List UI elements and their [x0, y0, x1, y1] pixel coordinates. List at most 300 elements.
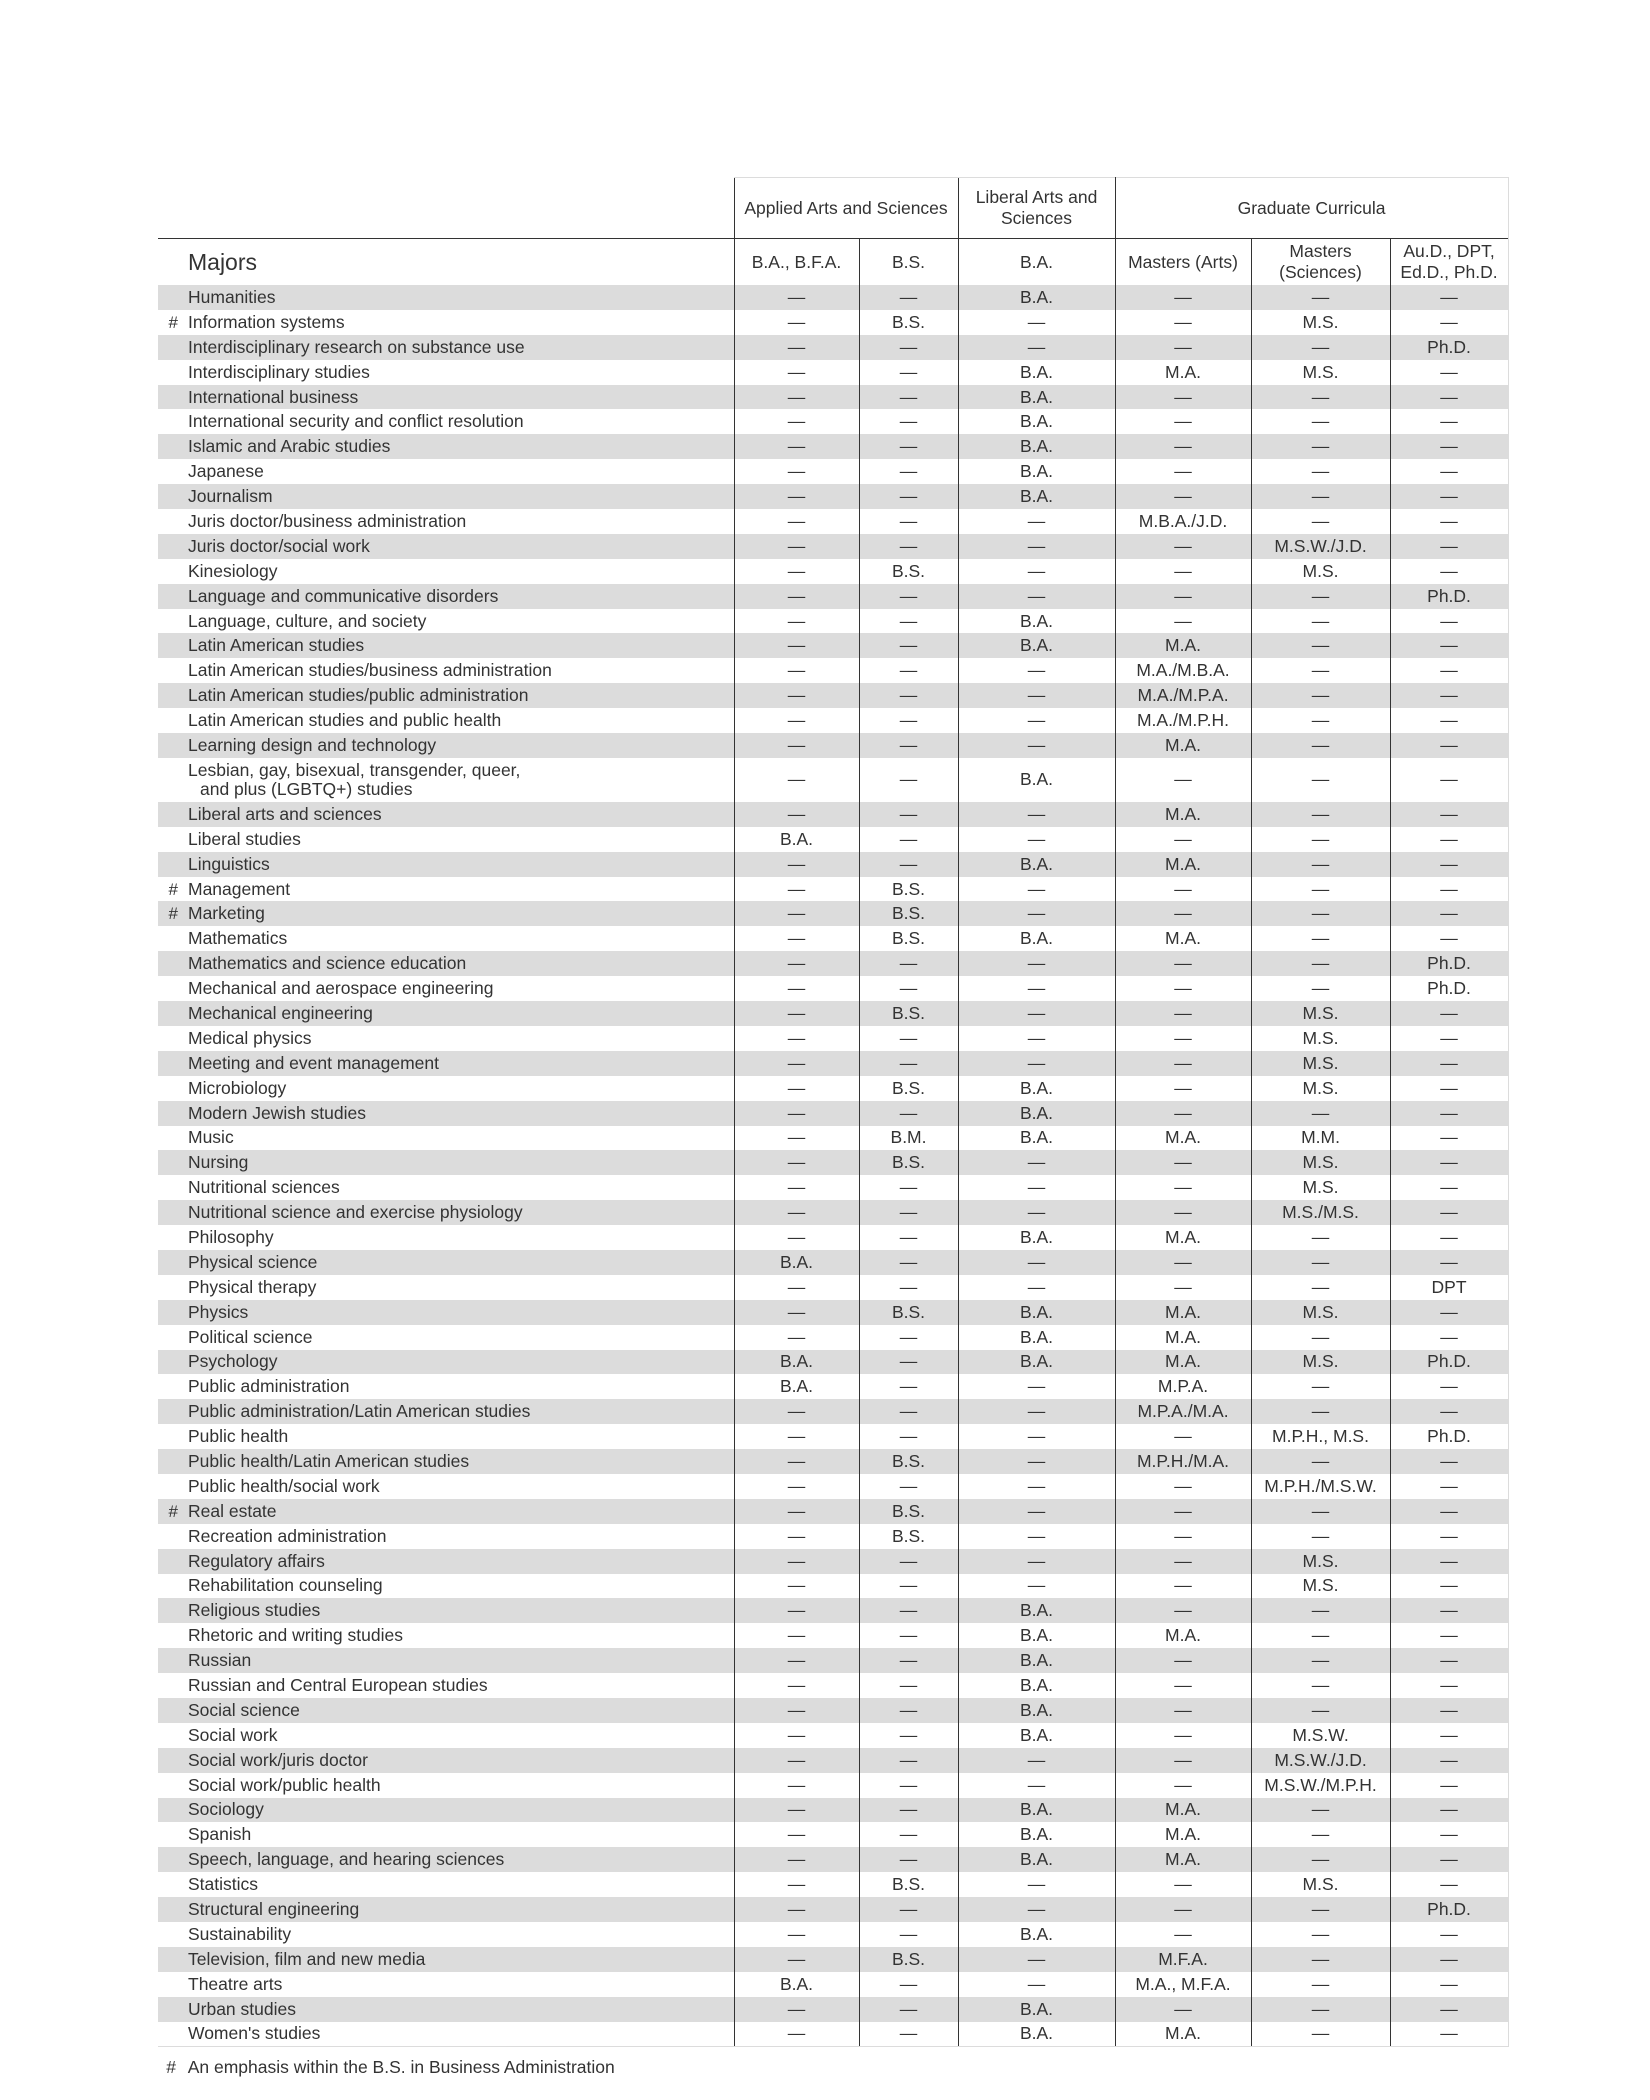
- cell-liberal-ba: —: [958, 534, 1115, 559]
- cell-bs: —: [859, 852, 958, 877]
- emphasis-mark: [158, 1822, 188, 1847]
- cell-bs: —: [859, 1374, 958, 1399]
- cell-masters-arts: —: [1115, 1524, 1251, 1549]
- emphasis-mark: [158, 1001, 188, 1026]
- emphasis-mark: [158, 951, 188, 976]
- emphasis-mark: [158, 484, 188, 509]
- cell-masters-arts: —: [1115, 1026, 1251, 1051]
- cell-ba-bfa: B.A.: [734, 827, 859, 852]
- cell-masters-arts: M.P.H./M.A.: [1115, 1449, 1251, 1474]
- cell-masters-arts: M.A.: [1115, 2022, 1251, 2047]
- cell-bs: —: [859, 360, 958, 385]
- cell-ba-bfa: —: [734, 409, 859, 434]
- cell-masters-arts: M.A.: [1115, 1126, 1251, 1151]
- cell-doctorate: —: [1390, 1076, 1508, 1101]
- table-row: [158, 1150, 1508, 1175]
- cell-doctorate: —: [1390, 1449, 1508, 1474]
- table-row: [158, 2022, 1508, 2047]
- emphasis-mark: [158, 1947, 188, 1972]
- cell-ba-bfa: —: [734, 802, 859, 827]
- emphasis-mark: [158, 434, 188, 459]
- table-row: [158, 1947, 1508, 1972]
- cell-masters-sciences: M.S.W.: [1251, 1723, 1390, 1748]
- cell-ba-bfa: —: [734, 1723, 859, 1748]
- table-row: [158, 827, 1508, 852]
- table-row: [158, 1250, 1508, 1275]
- major-name: Social work/public health: [188, 1774, 381, 1795]
- major-name: Linguistics: [188, 853, 270, 874]
- cell-masters-arts: —: [1115, 1897, 1251, 1922]
- cell-doctorate: —: [1390, 1773, 1508, 1798]
- table-row: [158, 1026, 1508, 1051]
- cell-liberal-ba: —: [958, 1374, 1115, 1399]
- cell-masters-sciences: —: [1251, 609, 1390, 634]
- table-row: [158, 1101, 1508, 1126]
- cell-doctorate: —: [1390, 1798, 1508, 1823]
- cell-bs: —: [859, 1922, 958, 1947]
- table-row: [158, 1499, 1508, 1524]
- cell-liberal-ba: —: [958, 1026, 1115, 1051]
- table-row: [158, 708, 1508, 733]
- cell-liberal-ba: —: [958, 802, 1115, 827]
- emphasis-mark: [158, 1549, 188, 1574]
- cell-liberal-ba: —: [958, 733, 1115, 758]
- cell-masters-sciences: M.S.W./M.P.H.: [1251, 1773, 1390, 1798]
- cell-liberal-ba: —: [958, 877, 1115, 902]
- cell-bs: —: [859, 1698, 958, 1723]
- cell-doctorate: —: [1390, 1150, 1508, 1175]
- table-row: [158, 1723, 1508, 1748]
- cell-bs: —: [859, 1549, 958, 1574]
- cell-doctorate: —: [1390, 509, 1508, 534]
- major-name: Marketing: [188, 903, 265, 924]
- emphasis-mark: [158, 1325, 188, 1350]
- table-row: [158, 1972, 1508, 1997]
- cell-doctorate: —: [1390, 708, 1508, 733]
- cell-ba-bfa: —: [734, 385, 859, 410]
- table-row: [158, 951, 1508, 976]
- cell-bs: —: [859, 1275, 958, 1300]
- cell-doctorate: DPT: [1390, 1275, 1508, 1300]
- cell-doctorate: —: [1390, 1051, 1508, 1076]
- emphasis-mark: [158, 1225, 188, 1250]
- cell-masters-arts: —: [1115, 1275, 1251, 1300]
- cell-doctorate: —: [1390, 1524, 1508, 1549]
- cell-masters-arts: —: [1115, 1997, 1251, 2022]
- cell-masters-sciences: —: [1251, 335, 1390, 360]
- cell-doctorate: —: [1390, 1972, 1508, 1997]
- cell-doctorate: —: [1390, 633, 1508, 658]
- major-name: Modern Jewish studies: [188, 1102, 366, 1123]
- cell-liberal-ba: B.A.: [958, 1076, 1115, 1101]
- table-row: [158, 1350, 1508, 1375]
- cell-doctorate: —: [1390, 1026, 1508, 1051]
- cell-ba-bfa: —: [734, 335, 859, 360]
- major-name: Public health/social work: [188, 1475, 380, 1496]
- major-name: Kinesiology: [188, 560, 278, 581]
- cell-bs: B.S.: [859, 901, 958, 926]
- cell-masters-arts: —: [1115, 1673, 1251, 1698]
- major-name: Language and communicative disorders: [188, 585, 499, 606]
- table-row: [158, 484, 1508, 509]
- cell-masters-arts: M.A.: [1115, 633, 1251, 658]
- cell-masters-sciences: —: [1251, 1897, 1390, 1922]
- table-row: [158, 1897, 1508, 1922]
- cell-bs: B.S.: [859, 1524, 958, 1549]
- table-row: [158, 852, 1508, 877]
- cell-ba-bfa: —: [734, 1275, 859, 1300]
- major-name: Language, culture, and society: [188, 610, 427, 631]
- major-name: Philosophy: [188, 1227, 274, 1247]
- cell-bs: B.M.: [859, 1126, 958, 1151]
- cell-masters-sciences: M.S.: [1251, 1300, 1390, 1325]
- cell-doctorate: —: [1390, 1698, 1508, 1723]
- major-name: Liberal studies: [188, 828, 301, 849]
- cell-bs: —: [859, 1623, 958, 1648]
- cell-bs: —: [859, 1225, 958, 1250]
- cell-masters-sciences: —: [1251, 1947, 1390, 1972]
- cell-masters-arts: —: [1115, 877, 1251, 902]
- cell-ba-bfa: —: [734, 1200, 859, 1225]
- cell-bs: —: [859, 1972, 958, 1997]
- table-row: [158, 1922, 1508, 1947]
- emphasis-mark: [158, 1997, 188, 2022]
- cell-masters-sciences: M.S.: [1251, 1051, 1390, 1076]
- cell-bs: —: [859, 1648, 958, 1673]
- table-row: [158, 1175, 1508, 1200]
- emphasis-mark: [158, 409, 188, 434]
- cell-masters-sciences: M.S.: [1251, 310, 1390, 335]
- cell-doctorate: —: [1390, 683, 1508, 708]
- cell-liberal-ba: B.A.: [958, 484, 1115, 509]
- major-name: Juris doctor/business administration: [188, 510, 467, 531]
- cell-masters-sciences: —: [1251, 1997, 1390, 2022]
- emphasis-mark: [158, 1399, 188, 1424]
- emphasis-mark: [158, 584, 188, 609]
- cell-liberal-ba: B.A.: [958, 1847, 1115, 1872]
- cell-liberal-ba: B.A.: [958, 360, 1115, 385]
- major-name: Regulatory affairs: [188, 1550, 325, 1571]
- major-name: Political science: [188, 1326, 313, 1347]
- cell-bs: —: [859, 1051, 958, 1076]
- cell-masters-arts: —: [1115, 951, 1251, 976]
- cell-masters-arts: —: [1115, 1200, 1251, 1225]
- cell-doctorate: —: [1390, 1374, 1508, 1399]
- cell-ba-bfa: —: [734, 1150, 859, 1175]
- table-row: [158, 1275, 1508, 1300]
- cell-liberal-ba: B.A.: [958, 1623, 1115, 1648]
- cell-ba-bfa: —: [734, 1748, 859, 1773]
- cell-doctorate: —: [1390, 1574, 1508, 1599]
- cell-doctorate: —: [1390, 310, 1508, 335]
- cell-ba-bfa: —: [734, 1076, 859, 1101]
- cell-masters-arts: —: [1115, 609, 1251, 634]
- cell-masters-arts: M.A.: [1115, 1847, 1251, 1872]
- cell-ba-bfa: —: [734, 1872, 859, 1897]
- cell-masters-arts: —: [1115, 1175, 1251, 1200]
- mark-column-header: [158, 239, 188, 286]
- cell-masters-sciences: M.S.: [1251, 360, 1390, 385]
- major-name: Mechanical engineering: [188, 1002, 373, 1023]
- emphasis-mark: [158, 802, 188, 827]
- emphasis-mark: [158, 1350, 188, 1375]
- group-graduate-curricula: Graduate Curricula: [1115, 178, 1508, 239]
- cell-ba-bfa: —: [734, 758, 859, 802]
- cell-masters-sciences: —: [1251, 285, 1390, 310]
- cell-masters-sciences: —: [1251, 1623, 1390, 1648]
- cell-masters-arts: —: [1115, 1648, 1251, 1673]
- cell-liberal-ba: —: [958, 1051, 1115, 1076]
- cell-liberal-ba: B.A.: [958, 758, 1115, 802]
- major-name: Meeting and event management: [188, 1052, 439, 1073]
- emphasis-mark: [158, 1474, 188, 1499]
- cell-masters-sciences: M.S.: [1251, 1150, 1390, 1175]
- table-row: [158, 877, 1508, 902]
- cell-masters-sciences: —: [1251, 708, 1390, 733]
- emphasis-mark: [158, 1574, 188, 1599]
- cell-masters-arts: —: [1115, 1574, 1251, 1599]
- emphasis-mark: [158, 509, 188, 534]
- cell-masters-sciences: —: [1251, 434, 1390, 459]
- cell-masters-arts: —: [1115, 1723, 1251, 1748]
- cell-bs: —: [859, 409, 958, 434]
- cell-masters-arts: —: [1115, 1598, 1251, 1623]
- cell-liberal-ba: —: [958, 335, 1115, 360]
- cell-liberal-ba: B.A.: [958, 1350, 1115, 1375]
- cell-doctorate: —: [1390, 802, 1508, 827]
- cell-bs: —: [859, 509, 958, 534]
- emphasis-mark: [158, 1798, 188, 1823]
- cell-masters-sciences: —: [1251, 658, 1390, 683]
- emphasis-mark: [158, 1126, 188, 1151]
- emphasis-mark: [158, 1275, 188, 1300]
- cell-doctorate: —: [1390, 1598, 1508, 1623]
- major-name: Sustainability: [188, 1923, 292, 1944]
- col-header-ba-bfa: B.A., B.F.A.: [734, 239, 859, 286]
- cell-ba-bfa: —: [734, 1026, 859, 1051]
- cell-ba-bfa: —: [734, 1524, 859, 1549]
- footnote-mark: #: [166, 2057, 176, 2077]
- cell-ba-bfa: —: [734, 609, 859, 634]
- emphasis-mark: [158, 733, 188, 758]
- table-row: [158, 1325, 1508, 1350]
- cell-masters-arts: —: [1115, 1101, 1251, 1126]
- cell-doctorate: —: [1390, 1947, 1508, 1972]
- cell-liberal-ba: —: [958, 1972, 1115, 1997]
- cell-masters-arts: M.A.: [1115, 1822, 1251, 1847]
- cell-masters-arts: —: [1115, 758, 1251, 802]
- cell-bs: —: [859, 1175, 958, 1200]
- cell-masters-sciences: —: [1251, 683, 1390, 708]
- cell-doctorate: —: [1390, 1001, 1508, 1026]
- cell-masters-sciences: —: [1251, 827, 1390, 852]
- cell-bs: —: [859, 1200, 958, 1225]
- major-name: Women's studies: [188, 2022, 734, 2047]
- cell-masters-arts: M.P.A.: [1115, 1374, 1251, 1399]
- cell-liberal-ba: B.A.: [958, 633, 1115, 658]
- emphasis-mark: [158, 1897, 188, 1922]
- major-name: Social work/juris doctor: [188, 1749, 368, 1770]
- cell-liberal-ba: B.A.: [958, 1598, 1115, 1623]
- cell-ba-bfa: —: [734, 951, 859, 976]
- cell-liberal-ba: B.A.: [958, 285, 1115, 310]
- table-row: [158, 1524, 1508, 1549]
- cell-doctorate: Ph.D.: [1390, 335, 1508, 360]
- cell-masters-sciences: M.S.: [1251, 1872, 1390, 1897]
- cell-doctorate: Ph.D.: [1390, 584, 1508, 609]
- major-name: Medical physics: [188, 1027, 312, 1048]
- cell-liberal-ba: —: [958, 1200, 1115, 1225]
- cell-masters-arts: M.A.: [1115, 733, 1251, 758]
- cell-liberal-ba: —: [958, 584, 1115, 609]
- table-row: [158, 733, 1508, 758]
- emphasis-mark: [158, 926, 188, 951]
- table-row: [158, 385, 1508, 410]
- col-header-liberal-ba: B.A.: [958, 239, 1115, 286]
- cell-masters-arts: —: [1115, 584, 1251, 609]
- cell-liberal-ba: —: [958, 901, 1115, 926]
- major-name: Information systems: [188, 311, 345, 332]
- cell-bs: B.S.: [859, 1499, 958, 1524]
- cell-doctorate: —: [1390, 1225, 1508, 1250]
- cell-ba-bfa: —: [734, 852, 859, 877]
- emphasis-mark: [158, 1723, 188, 1748]
- cell-masters-sciences: M.S.: [1251, 559, 1390, 584]
- major-name: Mathematics and science education: [188, 953, 467, 974]
- major-name: Latin American studies and public health: [188, 710, 502, 731]
- cell-bs: —: [859, 1673, 958, 1698]
- cell-masters-sciences: —: [1251, 1499, 1390, 1524]
- cell-ba-bfa: —: [734, 1897, 859, 1922]
- cell-bs: B.S.: [859, 1300, 958, 1325]
- cell-masters-arts: M.A./M.B.A.: [1115, 658, 1251, 683]
- major-name: Television, film and new media: [188, 1948, 426, 1969]
- emphasis-mark: [158, 1623, 188, 1648]
- cell-masters-sciences: M.S.: [1251, 1076, 1390, 1101]
- cell-liberal-ba: B.A.: [958, 1225, 1115, 1250]
- cell-ba-bfa: —: [734, 1623, 859, 1648]
- table-row: [158, 1225, 1508, 1250]
- emphasis-mark: [158, 335, 188, 360]
- table-row: [158, 658, 1508, 683]
- emphasis-mark: [158, 1748, 188, 1773]
- cell-doctorate: —: [1390, 2022, 1508, 2047]
- cell-masters-arts: —: [1115, 1250, 1251, 1275]
- cell-bs: —: [859, 658, 958, 683]
- major-name: Latin American studies: [188, 635, 365, 656]
- cell-doctorate: —: [1390, 877, 1508, 902]
- cell-masters-sciences: —: [1251, 877, 1390, 902]
- major-name-line-1: Lesbian, gay, bisexual, transgender, queer,: [188, 759, 521, 780]
- cell-masters-sciences: —: [1251, 951, 1390, 976]
- cell-doctorate: —: [1390, 1399, 1508, 1424]
- cell-masters-arts: —: [1115, 1474, 1251, 1499]
- cell-liberal-ba: —: [958, 1001, 1115, 1026]
- major-name: Recreation administration: [188, 1525, 387, 1546]
- cell-bs: —: [859, 1399, 958, 1424]
- emphasis-mark: [158, 1250, 188, 1275]
- major-name: Public health: [188, 1426, 289, 1447]
- cell-liberal-ba: B.A.: [958, 1325, 1115, 1350]
- cell-masters-sciences: M.S.: [1251, 1175, 1390, 1200]
- cell-ba-bfa: —: [734, 1424, 859, 1449]
- cell-ba-bfa: —: [734, 310, 859, 335]
- cell-liberal-ba: —: [958, 708, 1115, 733]
- major-name: Physical science: [188, 1251, 318, 1272]
- cell-ba-bfa: —: [734, 708, 859, 733]
- cell-ba-bfa: —: [734, 459, 859, 484]
- cell-masters-arts: —: [1115, 409, 1251, 434]
- cell-bs: —: [859, 976, 958, 1001]
- cell-masters-sciences: —: [1251, 1250, 1390, 1275]
- cell-masters-arts: M.F.A.: [1115, 1947, 1251, 1972]
- cell-liberal-ba: B.A.: [958, 852, 1115, 877]
- emphasis-mark: [158, 976, 188, 1001]
- cell-doctorate: —: [1390, 926, 1508, 951]
- major-name: Learning design and technology: [188, 734, 437, 755]
- cell-masters-arts: —: [1115, 335, 1251, 360]
- cell-doctorate: —: [1390, 609, 1508, 634]
- major-name: Sociology: [188, 1799, 264, 1820]
- cell-masters-sciences: —: [1251, 1449, 1390, 1474]
- cell-bs: —: [859, 1822, 958, 1847]
- table-row: [158, 1200, 1508, 1225]
- cell-doctorate: Ph.D.: [1390, 1424, 1508, 1449]
- cell-bs: —: [859, 459, 958, 484]
- cell-masters-arts: —: [1115, 534, 1251, 559]
- table-row: [158, 1872, 1508, 1897]
- cell-liberal-ba: —: [958, 1574, 1115, 1599]
- cell-bs: —: [859, 633, 958, 658]
- cell-liberal-ba: B.A.: [958, 409, 1115, 434]
- cell-ba-bfa: —: [734, 1673, 859, 1698]
- cell-bs: —: [859, 1026, 958, 1051]
- emphasis-mark: [158, 609, 188, 634]
- cell-masters-sciences: —: [1251, 459, 1390, 484]
- cell-masters-arts: M.A.: [1115, 1225, 1251, 1250]
- emphasis-mark: [158, 1773, 188, 1798]
- major-name: Physical therapy: [188, 1276, 317, 1297]
- table-row: [158, 1623, 1508, 1648]
- cell-liberal-ba: —: [958, 1150, 1115, 1175]
- cell-liberal-ba: —: [958, 827, 1115, 852]
- emphasis-mark: [158, 459, 188, 484]
- table-row: [158, 434, 1508, 459]
- cell-ba-bfa: —: [734, 1997, 859, 2022]
- cell-bs: —: [859, 683, 958, 708]
- cell-liberal-ba: —: [958, 1424, 1115, 1449]
- table-row: [158, 1449, 1508, 1474]
- cell-ba-bfa: —: [734, 1474, 859, 1499]
- cell-liberal-ba: —: [958, 976, 1115, 1001]
- cell-masters-sciences: M.S.: [1251, 1001, 1390, 1026]
- cell-liberal-ba: B.A.: [958, 1648, 1115, 1673]
- cell-ba-bfa: —: [734, 1822, 859, 1847]
- table-row: [158, 509, 1508, 534]
- major-name: Journalism: [188, 486, 273, 507]
- cell-doctorate: —: [1390, 285, 1508, 310]
- major-name: Public health/Latin American studies: [188, 1451, 470, 1472]
- major-name: Music: [188, 1127, 234, 1148]
- cell-masters-arts: M.A.: [1115, 1350, 1251, 1375]
- emphasis-mark: [158, 633, 188, 658]
- major-name: Public administration: [188, 1376, 350, 1397]
- major-name: Nutritional sciences: [188, 1177, 340, 1198]
- cell-liberal-ba: B.A.: [958, 1698, 1115, 1723]
- majors-table-body: [158, 285, 1508, 2046]
- cell-bs: —: [859, 1897, 958, 1922]
- major-name: Psychology: [188, 1351, 278, 1372]
